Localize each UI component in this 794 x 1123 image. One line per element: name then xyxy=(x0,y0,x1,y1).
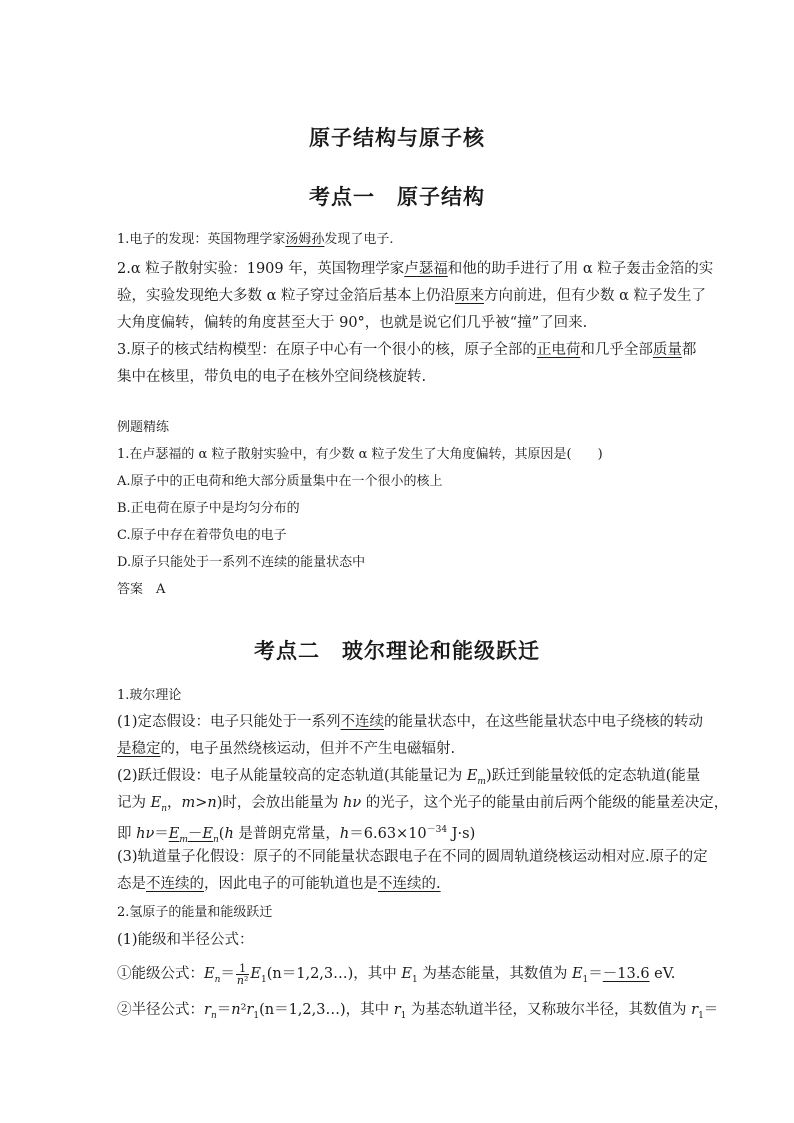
formula-orbit-radius: ②半径公式：$r_n=n^2r_1(n=1,2,3\dots)$，其中 $r_1$ 为基态轨道半径，又称玻尔半径，其数值为 $r_1=$ xyxy=(117,1002,719,1021)
option-a: A.原子中的正电荷和绝大部分质量集中在一个很小的核上 xyxy=(117,474,443,489)
paragraph-alpha-scattering-line2: 验，实验发现绝大多数 α 粒子穿过金箔后基本上仍沿原来方向前进，但有少数 α 粒子发生了 xyxy=(117,288,707,304)
option-c: C.原子中存在着带负电的电子 xyxy=(117,528,287,543)
paragraph-transition-line2: 记为 $E_n$，m>n)时，会放出能量为 hν 的光子，这个光子的能量由前后两个能级的能量差决定， xyxy=(117,795,729,814)
subsection-bohr-theory: 1.玻尔理论 xyxy=(117,688,182,703)
paragraph-formula-intro: (1)能级和半径公式： xyxy=(117,932,254,948)
paragraph-orbit-quantization-line1: (3)轨道量子化假设：原子的不同能量状态跟电子在不同的圆周轨道绕核运动相对应.原子的定 xyxy=(117,849,708,865)
formula-energy-level: ①能级公式：$E_n=$ $\frac{1}{\text{n²}}$ $E_1(n=1,2,3\dots)$，其中 $E_1$ 为基态能量，其数值为 $E_1=-13.6$ eV. xyxy=(117,961,676,987)
paragraph-stationary-state-line1: (1)定态假设：电子只能处于一系列不连续的能量状态中，在这些能量状态中电子绕核的转动 xyxy=(117,714,704,730)
paragraph-transition-line3: 即 $h\nu=E_m-E_n(h$ 是普朗克常量，$h=6.63\times 10^{-34}$ J·s) xyxy=(117,825,476,845)
subsection-hydrogen-energy: 2.氢原子的能量和能级跃迁 xyxy=(117,905,273,920)
example-question: 1.在卢瑟福的 α 粒子散射实验中，有少数 α 粒子发生了大角度偏转，其原因是( ) xyxy=(117,447,603,462)
example-label: 例题精练 xyxy=(117,420,170,435)
paragraph-nuclear-model-line2: 集中在核里，带负电的电子在核外空间绕核旋转. xyxy=(117,369,427,385)
option-b: B.正电荷在原子中是均匀分布的 xyxy=(117,501,300,516)
paragraph-stationary-state-line2: 是稳定的，电子虽然绕核运动，但并不产生电磁辐射. xyxy=(117,741,456,757)
paragraph-transition-line1: (2)跃迁假设：电子从能量较高的定态轨道(其能量记为 $E_m$)跃迁到能量较低的定态轨道(能量 xyxy=(117,768,701,787)
section-heading-atomic-structure: 考点一 原子结构 xyxy=(309,184,485,209)
document-title: 原子结构与原子核 xyxy=(309,125,485,150)
paragraph-nuclear-model-line1: 3.原子的核式结构模型：在原子中心有一个很小的核，原子全部的正电荷和几乎全部质量都 xyxy=(117,342,697,358)
paragraph-alpha-scattering-line1: 2.α 粒子散射实验：1909 年，英国物理学家卢瑟福和他的助手进行了用 α 粒子轰击金箔的实 xyxy=(117,261,714,277)
option-d: D.原子只能处于一系列不连续的能量状态中 xyxy=(117,555,366,570)
example-answer: 答案 A xyxy=(117,582,166,597)
paragraph-orbit-quantization-line2: 态是不连续的，因此电子的可能轨道也是不连续的. xyxy=(117,876,441,892)
paragraph-alpha-scattering-line3: 大角度偏转，偏转的角度甚至大于 90°，也就是说它们几乎被“撞”了回来. xyxy=(117,315,588,331)
section-heading-bohr-theory: 考点二 玻尔理论和能级跃迁 xyxy=(254,638,540,663)
paragraph-electron-discovery: 1.电子的发现：英国物理学家汤姆孙发现了电子. xyxy=(117,232,394,247)
